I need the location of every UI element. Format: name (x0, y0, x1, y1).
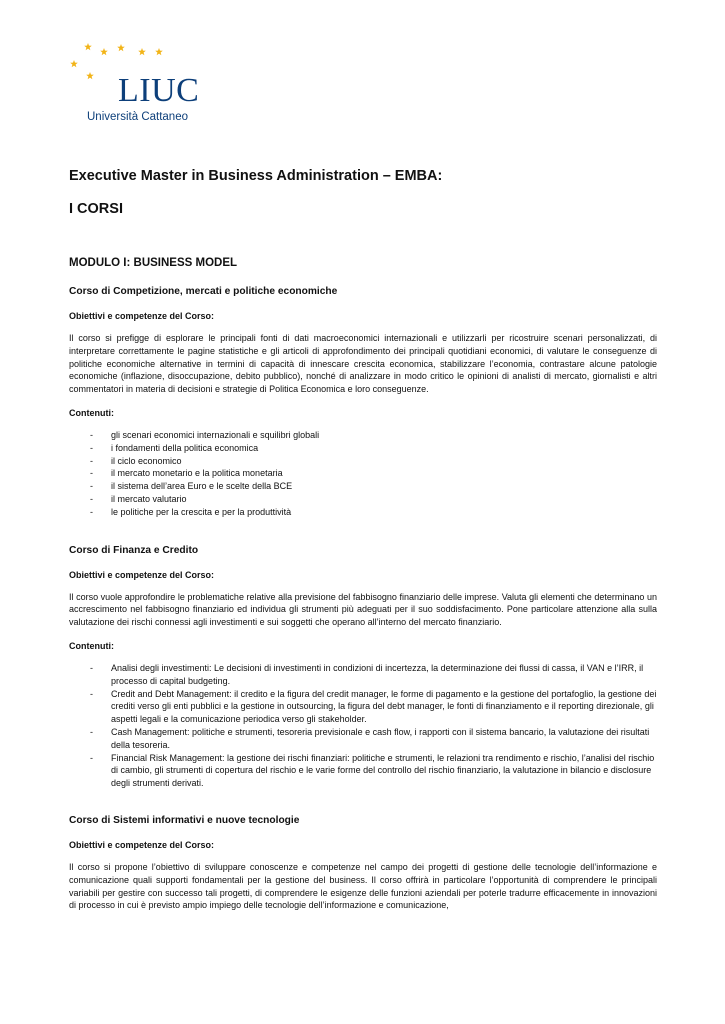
contents-list (69, 429, 657, 519)
star-icon (155, 48, 163, 55)
contents-label: Contenuti: (69, 640, 114, 651)
list-item: - il mercato valutario (90, 493, 187, 504)
list-item: - Credit and Debt Management: il credito e la figura del credit manager, le forme di pagamento e la gestione del portafoglio, la gestione dei crediti verso gli enti pubblici e la gestione in outsourcing, la figura del debt manager, le fonti di finanziamento e il reporting direzionale, gli aspetti legali e la comunicazione periodica verso gli stakeholder. (90, 688, 657, 725)
course-description: Il corso vuole approfondire le problematiche relative alla previsione del fabbisogno finanziario delle imprese. Valuta gli elementi che determinano un accrescimento nel fabbisogno finanziario ed individua gli strumenti più adeguati per il suo soddisfacimento. Pone particolare attenzione alla sulla valutazione dei rischi connessi agli investimenti e sui soggetti che operano all’interno del mercato finanziario. (69, 591, 657, 628)
star-icon (138, 48, 146, 55)
star-icon (70, 60, 78, 67)
objectives-label: Obiettivi e competenze del Corso: (69, 839, 215, 850)
list-item: - gli scenari economici internazionali e squilibri globali (90, 429, 320, 440)
contents-label: Contenuti: (69, 407, 114, 418)
logo-subtitle: Università Cattaneo (87, 111, 188, 123)
course-title: Corso di Finanza e Credito (69, 544, 199, 556)
list-item: - il ciclo economico (90, 455, 182, 466)
star-icon (100, 48, 108, 55)
star-icon (86, 72, 94, 79)
list-item: - i fondamenti della politica economica (90, 442, 259, 453)
document-subtitle: I CORSI (69, 201, 123, 217)
list-item: - il sistema dell’area Euro e le scelte della BCE (90, 481, 293, 492)
objectives-label: Obiettivi e competenze del Corso: (69, 311, 215, 321)
list-item: - il mercato monetario e la politica monetaria (90, 468, 283, 479)
liuc-logo (68, 40, 198, 126)
star-icon (84, 43, 92, 50)
document-title: Executive Master in Business Administration – EMBA: (69, 168, 443, 184)
list-item: - Analisi degli investimenti: Le decisioni di investimenti in condizioni di incertezza, la determinazione dei flussi di cassa, il VAN e l’IRR, il processo di capital budgeting. (90, 662, 644, 686)
course-title: Corso di Sistemi informativi e nuove tecnologie (69, 814, 300, 826)
module-title: MODULO I: BUSINESS MODEL (69, 257, 238, 269)
list-item: - le politiche per la crescita e per la produttività (90, 506, 292, 517)
course-description: Il corso si propone l’obiettivo di sviluppare conoscenze e competenze nel campo dei progetti di gestione delle tecnologie dell’informazione e comunicazione quali supporti fondamentali per la gestione del business. Il corso offrirà in particolare l’opportunità di comprendere le principali variabili per gestire con successo tali progetti, di comprendere le esigenze delle funzioni aziendali per poterle tradurre efficacemente in innovazioni di processo in cui è previsto ampio impiego delle tecnologie dell’informazione e comunicazione, (69, 861, 657, 911)
list-item: - Cash Management: politiche e strumenti, tesoreria previsionale e cash flow, i rapporti con il sistema bancario, la valutazione dei risultati della tesoreria. (90, 726, 650, 750)
course-title: Corso di Competizione, mercati e politiche economiche (69, 286, 338, 297)
contents-list (69, 662, 657, 790)
course-description: Il corso si prefigge di esplorare le principali fonti di dati macroeconomici internazionali e utilizzarli per ricostruire scenari personalizzati, di interpretare correttamente le pagine statistiche e gli articoli di approfondimento dei principali quotidiani economici, di valutare le conseguenze di politiche economiche alternative in termini di capacità di innescare crescita economica, stabilizzare l’economia, contrastare alcune patologie economiche (inflazione, disoccupazione, debito pubblico), nonché di analizzare in modo critico le opinioni di analisti di mercato, giornalisti e altri commentatori in materia di decisioni e strategie di Politica Economica e loro conseguenze. (69, 333, 657, 395)
logo-wordmark: LIUC (118, 72, 200, 109)
objectives-label: Obiettivi e competenze del Corso: (69, 569, 215, 580)
star-icon (117, 44, 125, 51)
list-item: - Financial Risk Management: la gestione dei rischi finanziari: politiche e strumenti, le relazioni tra rendimento e rischio, l’analisi del rischio di cambio, gli strumenti di copertura del rischio e le varie forme del controllo del rischio finanziario, la valutazione in bilancio e disclosure degli strumenti derivati. (90, 752, 655, 789)
document-body (69, 167, 657, 912)
